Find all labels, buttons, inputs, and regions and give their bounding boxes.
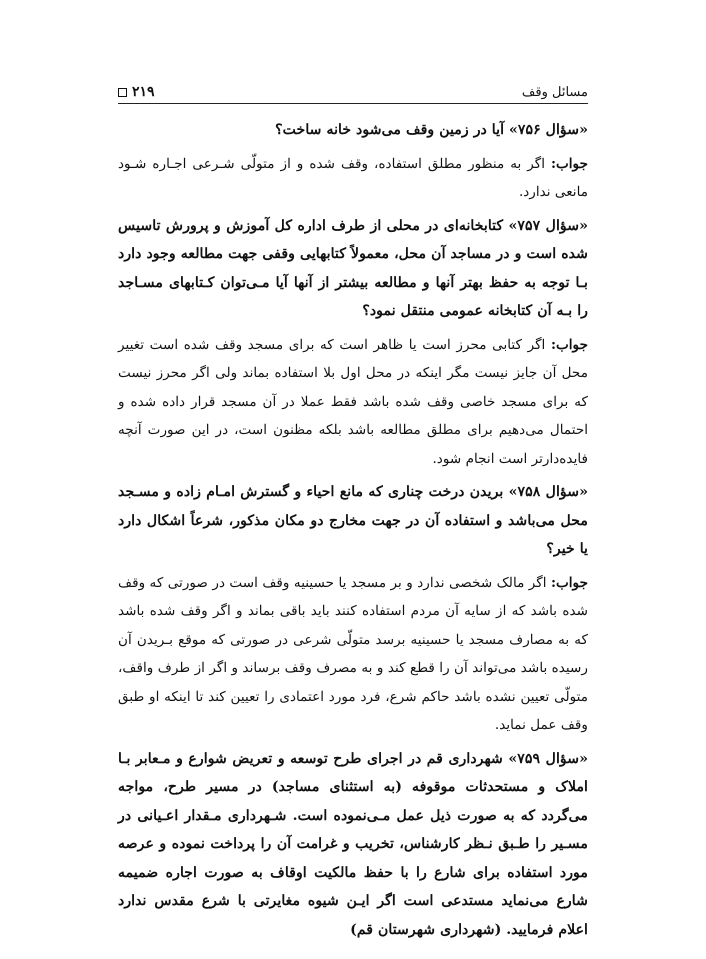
page-number: ۲۱۹ (132, 84, 155, 100)
answer-label: جواب: (550, 574, 588, 591)
answer-text: اگر کتابی محرز است یا ظاهر است که برای مسجد وقف شده است تغییر محل آن جایز نیست مگر اینکه در محل اول بلا استفاده بماند ولی اگر محرز نیست که برای مسجد خاصی وقف شده باشد فقط عملا در آن مسجد قرار داده شده و احتمال می‌دهیم برای مطلق مطالعه باشد بلکه مظنون است، در این صورت آنچه فایده‌دارتر است انجام شود. (118, 336, 588, 467)
answer-text: اگر مالک شخصی ندارد و بر مسجد یا حسینیه وقف است در صورتی که وقف شده باشد که از سایه آن مردم استفاده کنند باید باقی بماند و اگر وقف شده باشد که به مصارف مسجد یا حسینیه برسد متولّی شرعی در صورتی که موقع بـریدن آن رسیده باشد می‌تواند آن را قطع کند و به مصرف وقف برساند و اگر از طرف واقف، متولّی تعیین نشده باشد حاکم شرع، فرد مورد اعتمادی را تعیین کند تا اینکه او طبق وقف عمل نماید. (118, 574, 588, 733)
question-text: کتابخانه‌ای در محلی از طرف اداره کل آموزش و پرورش تاسیس شده است و در مساجد آن محل، معمولاً کتابهایی وقفی جهت مطالعه وجود دارد بـا توجه به حفظ بهتر آنها و مطالعه بیشتر از آنها آیا مـی‌توان کـتابهای مسـاجد را بـه آن کتابخانه عمومی منتقل نمود؟ (118, 217, 588, 319)
question-text: بریدن درخت چناری که مانع احیاء و گسترش امـام زاده و مسـجد محل می‌باشد و استفاده آن در جهت مخارج دو مکان مذکور، شرعاً اشکال دارد یا خیر؟ (118, 484, 588, 557)
answer-758 (118, 569, 588, 740)
question-label: «سؤال ۷۵۷» (508, 217, 588, 234)
question-text: آیا در زمین وقف می‌شود خانه ساخت؟ (275, 122, 505, 138)
header-title: مسائل وقف (521, 85, 588, 100)
question-label: «سؤال ۷۵۹» (508, 750, 588, 767)
answer-text: اگر به منظور مطلق استفاده، وقف شده و از متولّی شـرعی اجـاره شـود مانعی ندارد. (118, 155, 588, 200)
question-text: شهرداری قم در اجرای طرح توسعه و تعریض شوارع و مـعابر بـا املاک و مستحدثات موقوفه (به استثنای مساجد) در مسیر طرح، مواجه می‌گردد که به صورت ذیل عمل مـی‌نموده است. شـهرداری مـقدار اعـیانی در مسـیر را طـبق نـظر کارشناس، تخریب و غرامت آن را پرداخت نموده و عرصه مورد استفاده برای شارع را با حفظ مالکیت اوقاف به صورت اجاره ضمیمه شارع می‌نماید مستدعی است اگر ایـن شیوه مغایرتی با شرع مقدس ندارد اعلام فرمایید. (شهرداری شهرستان قم) (118, 750, 588, 938)
header-rule (118, 103, 588, 104)
question-756 (118, 116, 588, 145)
question-759 (118, 745, 588, 945)
answer-757 (118, 331, 588, 474)
question-label: «سؤال ۷۵۸» (508, 484, 588, 500)
answer-label: جواب: (550, 336, 588, 353)
question-757 (118, 212, 588, 326)
question-758 (118, 478, 588, 564)
square-ornament-icon (118, 88, 127, 97)
page-body (118, 116, 588, 949)
header-page-number-block (118, 84, 155, 100)
running-header (118, 76, 588, 100)
answer-756 (118, 150, 588, 207)
question-label: «سؤال ۷۵۶» (508, 122, 588, 138)
answer-label: جواب: (550, 155, 588, 172)
